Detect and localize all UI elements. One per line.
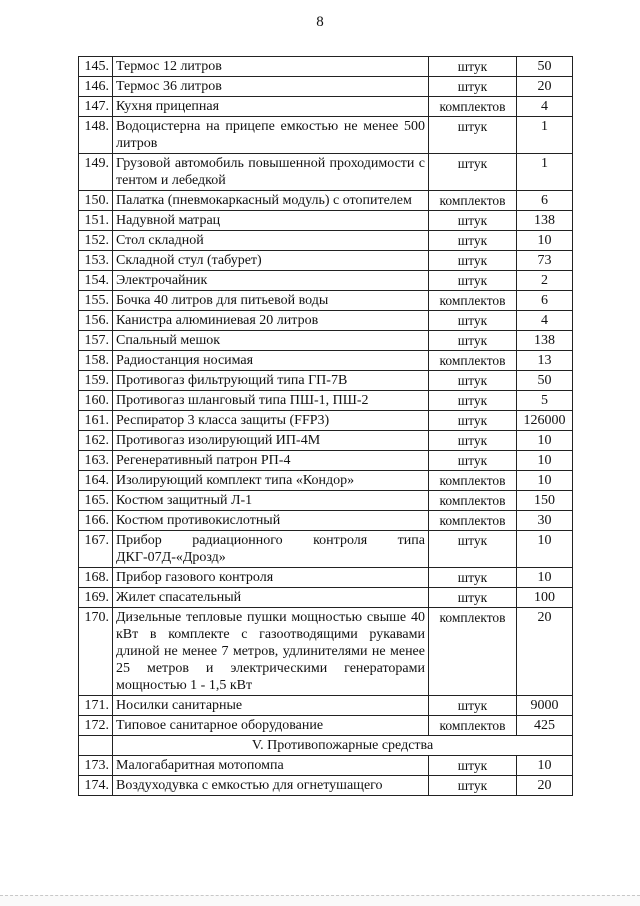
item-unit: штук — [429, 756, 517, 776]
row-number: 152. — [79, 231, 113, 251]
section-title: V. Противопожарные средства — [113, 736, 573, 756]
item-name: Складной стул (табурет) — [113, 251, 429, 271]
item-name: Прибор радиационного контроля типа ДКГ-07Д-«Дрозд» — [113, 531, 429, 568]
table-row — [79, 431, 573, 451]
item-unit: комплектов — [429, 351, 517, 371]
item-unit: штук — [429, 154, 517, 191]
row-number: 162. — [79, 431, 113, 451]
item-unit: комплектов — [429, 716, 517, 736]
item-name: Палатка (пневмокаркасный модуль) с отопителем — [113, 191, 429, 211]
item-quantity: 2 — [517, 271, 573, 291]
item-unit: штук — [429, 531, 517, 568]
item-name: Стол складной — [113, 231, 429, 251]
item-quantity: 425 — [517, 716, 573, 736]
item-name: Грузовой автомобиль повышенной проходимости с тентом и лебедкой — [113, 154, 429, 191]
item-quantity: 138 — [517, 331, 573, 351]
section-spacer-cell — [79, 736, 113, 756]
table-row — [79, 756, 573, 776]
item-name: Противогаз шланговый типа ПШ-1, ПШ-2 — [113, 391, 429, 411]
item-quantity: 20 — [517, 776, 573, 796]
row-number: 146. — [79, 77, 113, 97]
page-bottom-edge — [0, 895, 640, 906]
row-number: 161. — [79, 411, 113, 431]
item-quantity: 50 — [517, 371, 573, 391]
table-row — [79, 271, 573, 291]
table-row — [79, 191, 573, 211]
item-name: Водоцистерна на прицепе емкостью не менее 500 литров — [113, 117, 429, 154]
item-name: Воздуходувка с емкостью для огнетушащего — [113, 776, 429, 796]
item-unit: штук — [429, 371, 517, 391]
item-quantity: 10 — [517, 756, 573, 776]
item-quantity: 6 — [517, 291, 573, 311]
item-name: Респиратор 3 класса защиты (FFP3) — [113, 411, 429, 431]
item-quantity: 9000 — [517, 696, 573, 716]
item-unit: штук — [429, 211, 517, 231]
row-number: 159. — [79, 371, 113, 391]
item-quantity: 6 — [517, 191, 573, 211]
table-row — [79, 311, 573, 331]
item-unit: штук — [429, 331, 517, 351]
item-quantity: 20 — [517, 608, 573, 696]
item-quantity: 4 — [517, 311, 573, 331]
item-unit: комплектов — [429, 491, 517, 511]
item-unit: штук — [429, 776, 517, 796]
row-number: 164. — [79, 471, 113, 491]
row-number: 148. — [79, 117, 113, 154]
item-unit: штук — [429, 588, 517, 608]
item-unit: штук — [429, 391, 517, 411]
item-quantity: 4 — [517, 97, 573, 117]
item-unit: комплектов — [429, 511, 517, 531]
row-number: 154. — [79, 271, 113, 291]
item-unit: штук — [429, 696, 517, 716]
item-quantity: 10 — [517, 471, 573, 491]
item-unit: комплектов — [429, 291, 517, 311]
item-quantity: 150 — [517, 491, 573, 511]
table-row — [79, 291, 573, 311]
row-number: 163. — [79, 451, 113, 471]
row-number: 167. — [79, 531, 113, 568]
row-number: 156. — [79, 311, 113, 331]
item-quantity: 13 — [517, 351, 573, 371]
table-row — [79, 117, 573, 154]
item-quantity: 30 — [517, 511, 573, 531]
item-quantity: 138 — [517, 211, 573, 231]
row-number: 169. — [79, 588, 113, 608]
item-unit: комплектов — [429, 191, 517, 211]
section-row — [79, 736, 573, 756]
table-row — [79, 331, 573, 351]
item-quantity: 10 — [517, 431, 573, 451]
item-name: Кухня прицепная — [113, 97, 429, 117]
item-name: Дизельные тепловые пушки мощностью свыше 40 кВт в комплекте с газоотводящими рукавами длиной не менее 7 метров, удлинителями не менее 25 метров и электрическими генераторами мощностью 1 - 1,5 кВт — [113, 608, 429, 696]
row-number: 147. — [79, 97, 113, 117]
item-quantity: 73 — [517, 251, 573, 271]
table-row — [79, 231, 573, 251]
item-name: Малогабаритная мотопомпа — [113, 756, 429, 776]
table-row — [79, 351, 573, 371]
item-name: Термос 36 литров — [113, 77, 429, 97]
item-unit: штук — [429, 231, 517, 251]
row-number: 160. — [79, 391, 113, 411]
item-name: Надувной матрац — [113, 211, 429, 231]
table-row — [79, 531, 573, 568]
row-number: 174. — [79, 776, 113, 796]
item-name: Регенеративный патрон РП-4 — [113, 451, 429, 471]
row-number: 171. — [79, 696, 113, 716]
item-unit: штук — [429, 568, 517, 588]
table-row — [79, 57, 573, 77]
row-number: 145. — [79, 57, 113, 77]
row-number: 153. — [79, 251, 113, 271]
table-row — [79, 251, 573, 271]
table-row — [79, 77, 573, 97]
row-number: 158. — [79, 351, 113, 371]
item-name: Бочка 40 литров для питьевой воды — [113, 291, 429, 311]
item-unit: штук — [429, 451, 517, 471]
row-number: 173. — [79, 756, 113, 776]
item-name: Типовое санитарное оборудование — [113, 716, 429, 736]
table-row — [79, 716, 573, 736]
item-unit: штук — [429, 311, 517, 331]
item-quantity: 10 — [517, 568, 573, 588]
table-body-after-section — [79, 756, 573, 796]
row-number: 149. — [79, 154, 113, 191]
item-unit: штук — [429, 271, 517, 291]
item-unit: комплектов — [429, 97, 517, 117]
item-name: Костюм противокислотный — [113, 511, 429, 531]
page-number: 8 — [316, 14, 324, 30]
table-row — [79, 471, 573, 491]
table-section — [79, 736, 573, 756]
table-body-before-section — [79, 57, 573, 736]
item-quantity: 10 — [517, 531, 573, 568]
table-row — [79, 371, 573, 391]
equipment-table — [78, 56, 573, 796]
item-name: Спальный мешок — [113, 331, 429, 351]
table-row — [79, 776, 573, 796]
row-number: 165. — [79, 491, 113, 511]
table-row — [79, 97, 573, 117]
item-name: Прибор газового контроля — [113, 568, 429, 588]
item-name: Жилет спасательный — [113, 588, 429, 608]
table-row — [79, 211, 573, 231]
item-unit: штук — [429, 57, 517, 77]
item-unit: штук — [429, 431, 517, 451]
item-quantity: 1 — [517, 117, 573, 154]
item-quantity: 100 — [517, 588, 573, 608]
item-quantity: 20 — [517, 77, 573, 97]
item-name: Радиостанция носимая — [113, 351, 429, 371]
item-quantity: 5 — [517, 391, 573, 411]
table-row — [79, 391, 573, 411]
item-unit: комплектов — [429, 608, 517, 696]
table-row — [79, 608, 573, 696]
item-name: Противогаз изолирующий ИП-4М — [113, 431, 429, 451]
table-row — [79, 491, 573, 511]
item-name: Костюм защитный Л-1 — [113, 491, 429, 511]
item-name: Электрочайник — [113, 271, 429, 291]
row-number: 166. — [79, 511, 113, 531]
item-unit: штук — [429, 411, 517, 431]
table-row — [79, 511, 573, 531]
item-name: Носилки санитарные — [113, 696, 429, 716]
item-unit: комплектов — [429, 471, 517, 491]
item-name: Термос 12 литров — [113, 57, 429, 77]
table-row — [79, 411, 573, 431]
row-number: 157. — [79, 331, 113, 351]
row-number: 168. — [79, 568, 113, 588]
item-unit: штук — [429, 251, 517, 271]
row-number: 170. — [79, 608, 113, 696]
row-number: 172. — [79, 716, 113, 736]
table-row — [79, 568, 573, 588]
item-name: Канистра алюминиевая 20 литров — [113, 311, 429, 331]
item-quantity: 10 — [517, 231, 573, 251]
table-row — [79, 588, 573, 608]
row-number: 151. — [79, 211, 113, 231]
row-number: 150. — [79, 191, 113, 211]
item-unit: штук — [429, 77, 517, 97]
item-name: Изолирующий комплект типа «Кондор» — [113, 471, 429, 491]
item-quantity: 50 — [517, 57, 573, 77]
item-unit: штук — [429, 117, 517, 154]
item-quantity: 1 — [517, 154, 573, 191]
table-row — [79, 696, 573, 716]
item-name: Противогаз фильтрующий типа ГП-7В — [113, 371, 429, 391]
item-quantity: 126000 — [517, 411, 573, 431]
table-row — [79, 154, 573, 191]
item-quantity: 10 — [517, 451, 573, 471]
table-row — [79, 451, 573, 471]
row-number: 155. — [79, 291, 113, 311]
